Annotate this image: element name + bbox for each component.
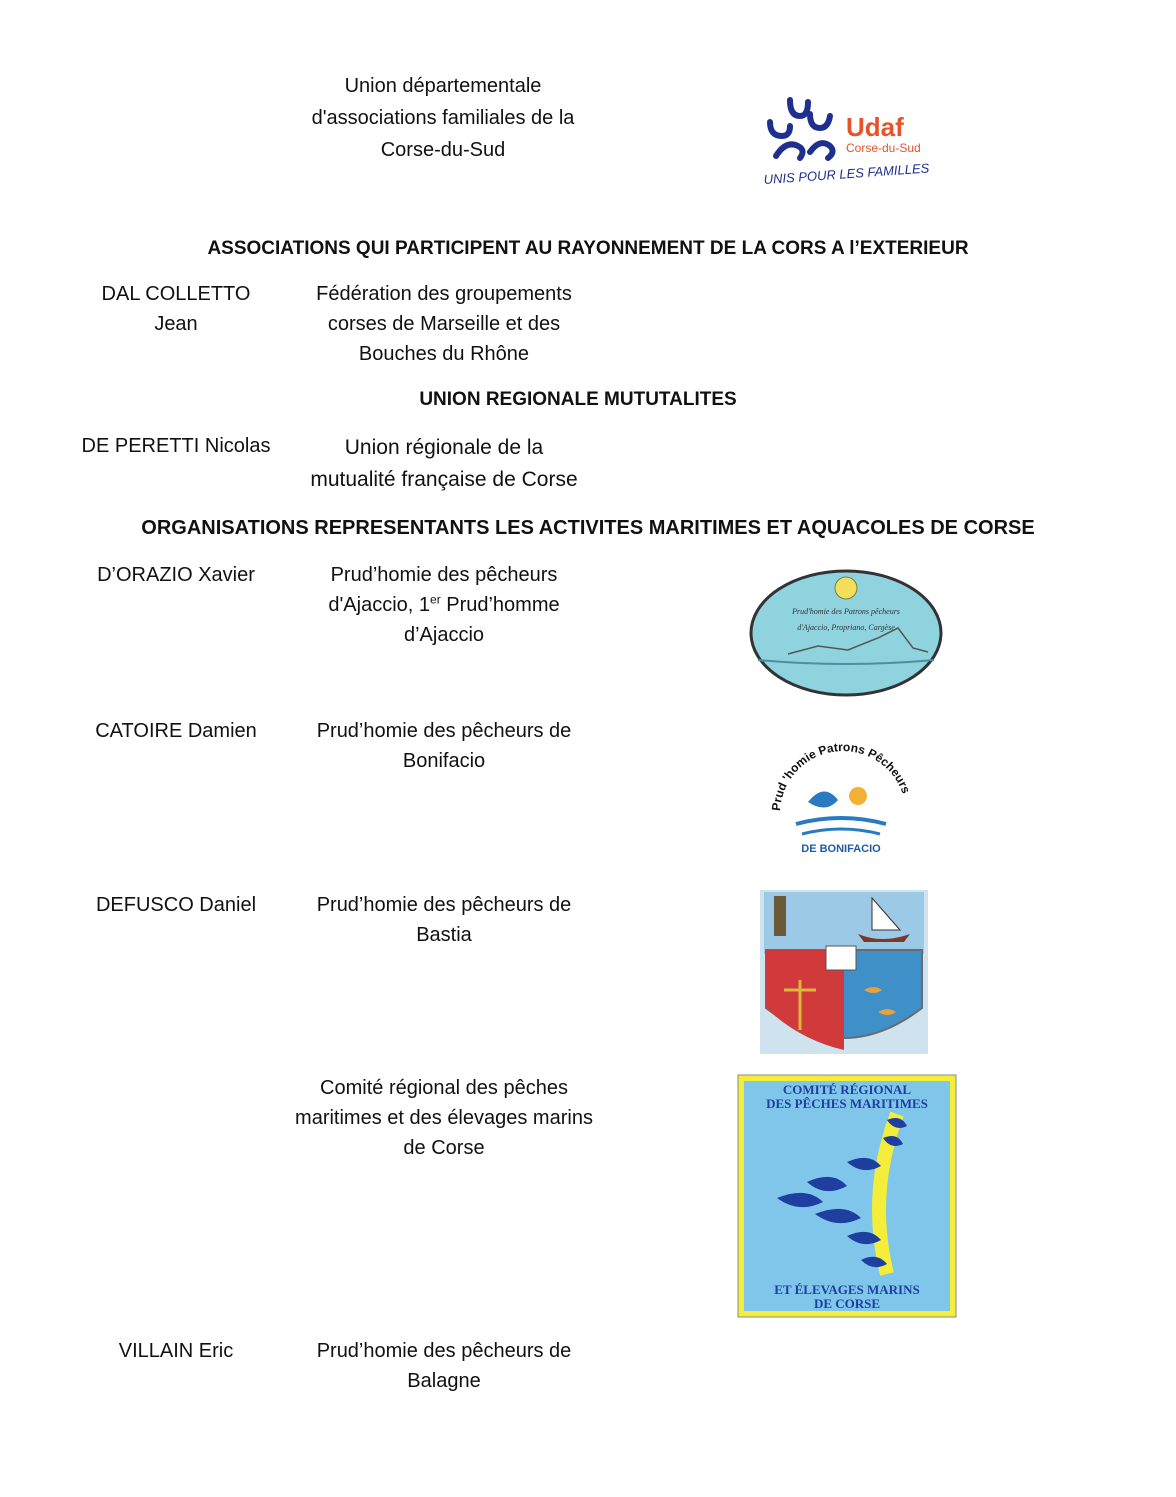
section-title-rayonnement: ASSOCIATIONS QUI PARTICIPENT AU RAYONNEMENT DE LA CORS A l’EXTERIEUR bbox=[207, 238, 969, 259]
name-line: VILLAIN Eric bbox=[118, 1340, 234, 1362]
org-line: maritimes et des élevages marins bbox=[295, 1107, 593, 1129]
ajaccio-logo-line1: Prud'homie des Patrons pêcheurs bbox=[792, 607, 900, 616]
crpmem-top2: DES PÊCHES MARITIMES bbox=[766, 1096, 928, 1111]
org-line: mutualité française de Corse bbox=[310, 468, 578, 491]
section-title-maritimes: ORGANISATIONS REPRESENTANTS LES ACTIVITES MARITIMES ET AQUACOLES DE CORSE bbox=[141, 517, 1035, 539]
entry-organization bbox=[284, 716, 604, 776]
entry-name bbox=[66, 890, 286, 920]
crpmem-logo-icon bbox=[737, 1074, 957, 1318]
entry-name bbox=[66, 1336, 286, 1366]
bonifacio-arc-text: Prud 'homie Patrons Pêcheurs bbox=[769, 742, 914, 812]
entry-name bbox=[66, 560, 286, 590]
entry-name bbox=[66, 279, 286, 339]
entry-organization bbox=[284, 279, 604, 369]
org-line: de Corse bbox=[403, 1137, 485, 1159]
org-line: Bastia bbox=[416, 924, 472, 946]
entry-organization bbox=[284, 890, 604, 950]
ajaccio-logo bbox=[748, 568, 944, 698]
udaf-logo-icon bbox=[760, 92, 940, 192]
org-line: Prud’homie des pêcheurs de bbox=[316, 720, 572, 742]
bonifacio-logo bbox=[766, 742, 916, 858]
ajaccio-logo-line2: d'Ajaccio, Propriano, Cargèse bbox=[797, 623, 895, 632]
crpmem-bottom1: ET ÉLEVAGES MARINS bbox=[774, 1282, 920, 1297]
org-line: Prud’homie des pêcheurs bbox=[330, 564, 558, 586]
bastia-coat-of-arms-icon bbox=[760, 890, 928, 1054]
name-line: DAL COLLETTO bbox=[101, 283, 251, 305]
udaf-logo bbox=[760, 92, 940, 192]
ajaccio-prudhomie-logo-icon bbox=[748, 568, 944, 698]
name-line: CATOIRE Damien bbox=[95, 720, 257, 742]
org-line: Bonifacio bbox=[402, 750, 486, 772]
org-line: Fédération des groupements bbox=[316, 283, 572, 305]
org-line: Union régionale de la bbox=[344, 436, 544, 459]
header-line: Corse-du-Sud bbox=[380, 139, 506, 161]
entry-name bbox=[66, 431, 286, 461]
crpmem-top1: COMITÉ RÉGIONAL bbox=[782, 1082, 912, 1097]
name-line: D’ORAZIO Xavier bbox=[97, 564, 255, 586]
org-line: d'Ajaccio, 1er Prud’homme bbox=[328, 592, 560, 616]
entry-organization bbox=[284, 560, 604, 650]
org-line: corses de Marseille et des bbox=[327, 313, 561, 335]
org-line: Bouches du Rhône bbox=[358, 343, 530, 365]
udaf-tagline: UNIS POUR LES FAMILLES bbox=[763, 160, 930, 187]
crpmem-logo bbox=[737, 1074, 957, 1318]
entry-organization bbox=[284, 432, 604, 496]
svg-text:Prud 'homie Patrons Pêcheurs bbox=[769, 742, 913, 811]
bastia-logo bbox=[760, 890, 928, 1054]
entry-organization bbox=[284, 1073, 604, 1163]
header-line: Union départementale bbox=[344, 75, 542, 97]
crpmem-bottom2: DE CORSE bbox=[813, 1296, 881, 1311]
entry-name bbox=[66, 716, 286, 746]
name-line: DEFUSCO Daniel bbox=[95, 894, 257, 916]
org-line: Balagne bbox=[407, 1370, 481, 1392]
udaf-region: Corse-du-Sud bbox=[846, 141, 921, 155]
section-title-mutualites: UNION REGIONALE MUTUTALITES bbox=[419, 389, 737, 410]
header-line: d'associations familiales de la bbox=[311, 107, 575, 129]
org-line: d’Ajaccio bbox=[403, 624, 485, 646]
name-line: Jean bbox=[154, 313, 198, 335]
org-line: Prud’homie des pêcheurs de bbox=[316, 1340, 572, 1362]
org-line: Comité régional des pêches bbox=[320, 1077, 568, 1099]
bonifacio-bottom-text: DE BONIFACIO bbox=[801, 843, 881, 855]
udaf-brand: Udaf bbox=[846, 112, 904, 142]
org-line: Prud’homie des pêcheurs de bbox=[316, 894, 572, 916]
name-line: DE PERETTI Nicolas bbox=[81, 435, 271, 457]
header-organization bbox=[278, 70, 608, 166]
bonifacio-prudhomie-logo-icon bbox=[766, 742, 916, 858]
entry-organization bbox=[284, 1336, 604, 1396]
